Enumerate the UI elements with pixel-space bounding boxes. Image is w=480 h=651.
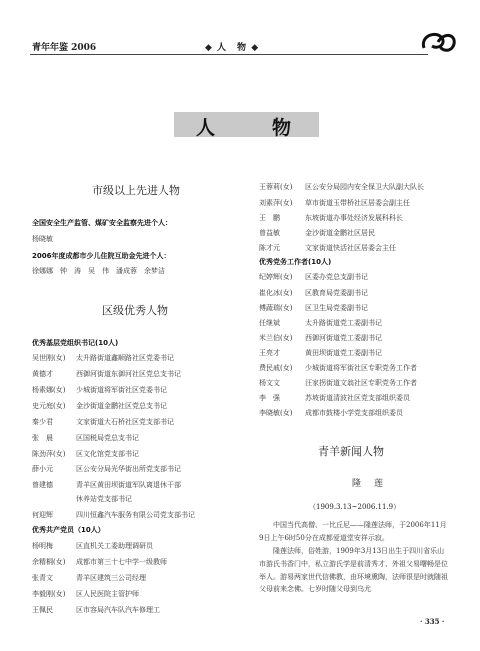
list-item: 杨明梅 区直机关工委助理调研员	[32, 542, 153, 550]
biography-paragraph-2: 隆莲法师，俗姓游，1909年3月13日出生于四川省乐山市游氏书香门中，私立游氏学是前清秀才、外祖父易曙畅是位举人。游易两家世代信佛教，由环境熏陶，法师很是时就随祖父母前来念佛。七岁时随父母到乌尤	[259, 547, 448, 594]
list-item: 余精桐(女) 成都市第三十七中学一级教师	[32, 558, 167, 566]
banner-char-1: 人	[196, 117, 216, 139]
list-item: 吴世刚(女) 太升路街道鑫顺路社区党委书记	[32, 354, 174, 362]
list-item: 杨文文 汪家拐街道文翁社区专职党务工作者	[259, 379, 417, 387]
section-title-news-people: 青羊新闻人物	[318, 445, 384, 458]
list-item: 崔化冰(女) 区教育局党委副书记	[259, 289, 368, 297]
list-item: 费民戚(女) 少城街道将军街社区专职党务工作者	[259, 364, 417, 372]
subheading-children: 2006年度成都市少儿住院互助金先进个人：	[32, 252, 171, 260]
header-left: 青年年鉴 2006	[32, 43, 97, 53]
list-item: 曾建德 青羊区黄田坝街道军队离退休干部	[32, 481, 181, 489]
list-item: 张 晨 区国税局党总支书记	[32, 434, 139, 442]
page-number: · 335 ·	[420, 617, 445, 626]
logo-icon	[418, 28, 458, 56]
header-center: ◆ 人 物 ◆	[205, 43, 260, 53]
list-item: 刘素萍(女) 草市街道玉带桥社区居委会副主任	[259, 199, 410, 207]
list-item: 傅蔬瑞(女) 区卫生局党委副书记	[259, 304, 368, 312]
list-item: 王亮才 黄田坝街道党工委副书记	[259, 349, 382, 357]
section-title-municipal: 市级以上先进人物	[92, 184, 180, 197]
subheading-party-members: 优秀共产党员（10人）	[32, 526, 105, 534]
list-item: 休养站党支部书记	[76, 495, 132, 503]
list-item: 何迎辉 四川恒鑫汽车服务有限公司党支部书记	[32, 511, 195, 519]
list-item: 李晓敏(女) 成都市鼓楼小学党支部组织委员	[259, 409, 403, 417]
subheading-party-workers: 优秀党务工作者(10人)	[259, 258, 332, 266]
list-item: 杨素娜(女) 少城街道将军街社区党委书记	[32, 386, 167, 394]
list-item: 黄德才 西御河街道东御河社区党总支书记	[32, 370, 181, 378]
banner-char-2: 物	[272, 117, 292, 139]
list-item: 米兰伯(女) 西御河街道党工委副书记	[259, 334, 382, 342]
list-item: 陈劲萍(女) 区文化馆党支部书记	[32, 450, 139, 458]
list-item: 曾益敏 金沙街道金鹏社区居民	[259, 229, 375, 237]
children-names: 徐娜娜 钟 涛 吴 伟 潘成蓉 余梦洁	[32, 267, 165, 275]
header-rule	[30, 54, 428, 55]
section-title-district: 区级优秀人物	[102, 304, 168, 317]
safety-names: 杨晓敏	[32, 235, 53, 243]
list-item: 薛小元 区公安分局光华街出所党支部书记	[32, 465, 181, 473]
list-item: 史元庭(女) 金沙街道金鹏社区党总支书记	[32, 402, 167, 410]
biography-paragraph-1: 中国当代高僧、一比丘尼——隆莲法师，于2006年11月9日上午6时50分在成都爱道堂安祥示寂。	[259, 521, 447, 542]
subheading-safety: 全国安全生产监管、煤矿安全监察先进个人：	[32, 219, 172, 227]
list-item: 王蓉莉(女) 区公安分局园内安全保卫大队副大队长	[259, 183, 424, 191]
subheading-secretaries: 优秀基层党组织书记(10人)	[32, 339, 119, 347]
list-item: 王 鹏 东坡街道办事处经济发展科科长	[259, 214, 403, 222]
section-banner	[174, 112, 319, 137]
list-item: 王佩民 区市容局汽车队汽车修理工	[32, 606, 160, 614]
list-item: 张青文 青羊区建筑三公司经理	[32, 574, 146, 582]
list-item: 任继斌 太升路街道党工委副书记	[259, 319, 382, 327]
person-name: 隆 莲	[352, 479, 386, 489]
list-item: 陈才元 文家街道快活社区居委会主任	[259, 244, 396, 252]
list-item: 李毅刚(女) 区人民医院主管护师	[32, 590, 139, 598]
list-item: 秦少君 文家街道大石桥社区党支部书记	[32, 418, 174, 426]
list-item: 李 强 苏坡街道清波社区党支部组织委员	[259, 394, 410, 402]
list-item: 纪婷辉(女) 区委办党总支副书记	[259, 273, 368, 281]
person-dates: （1909.3.13~2006.11.9）	[309, 503, 401, 511]
